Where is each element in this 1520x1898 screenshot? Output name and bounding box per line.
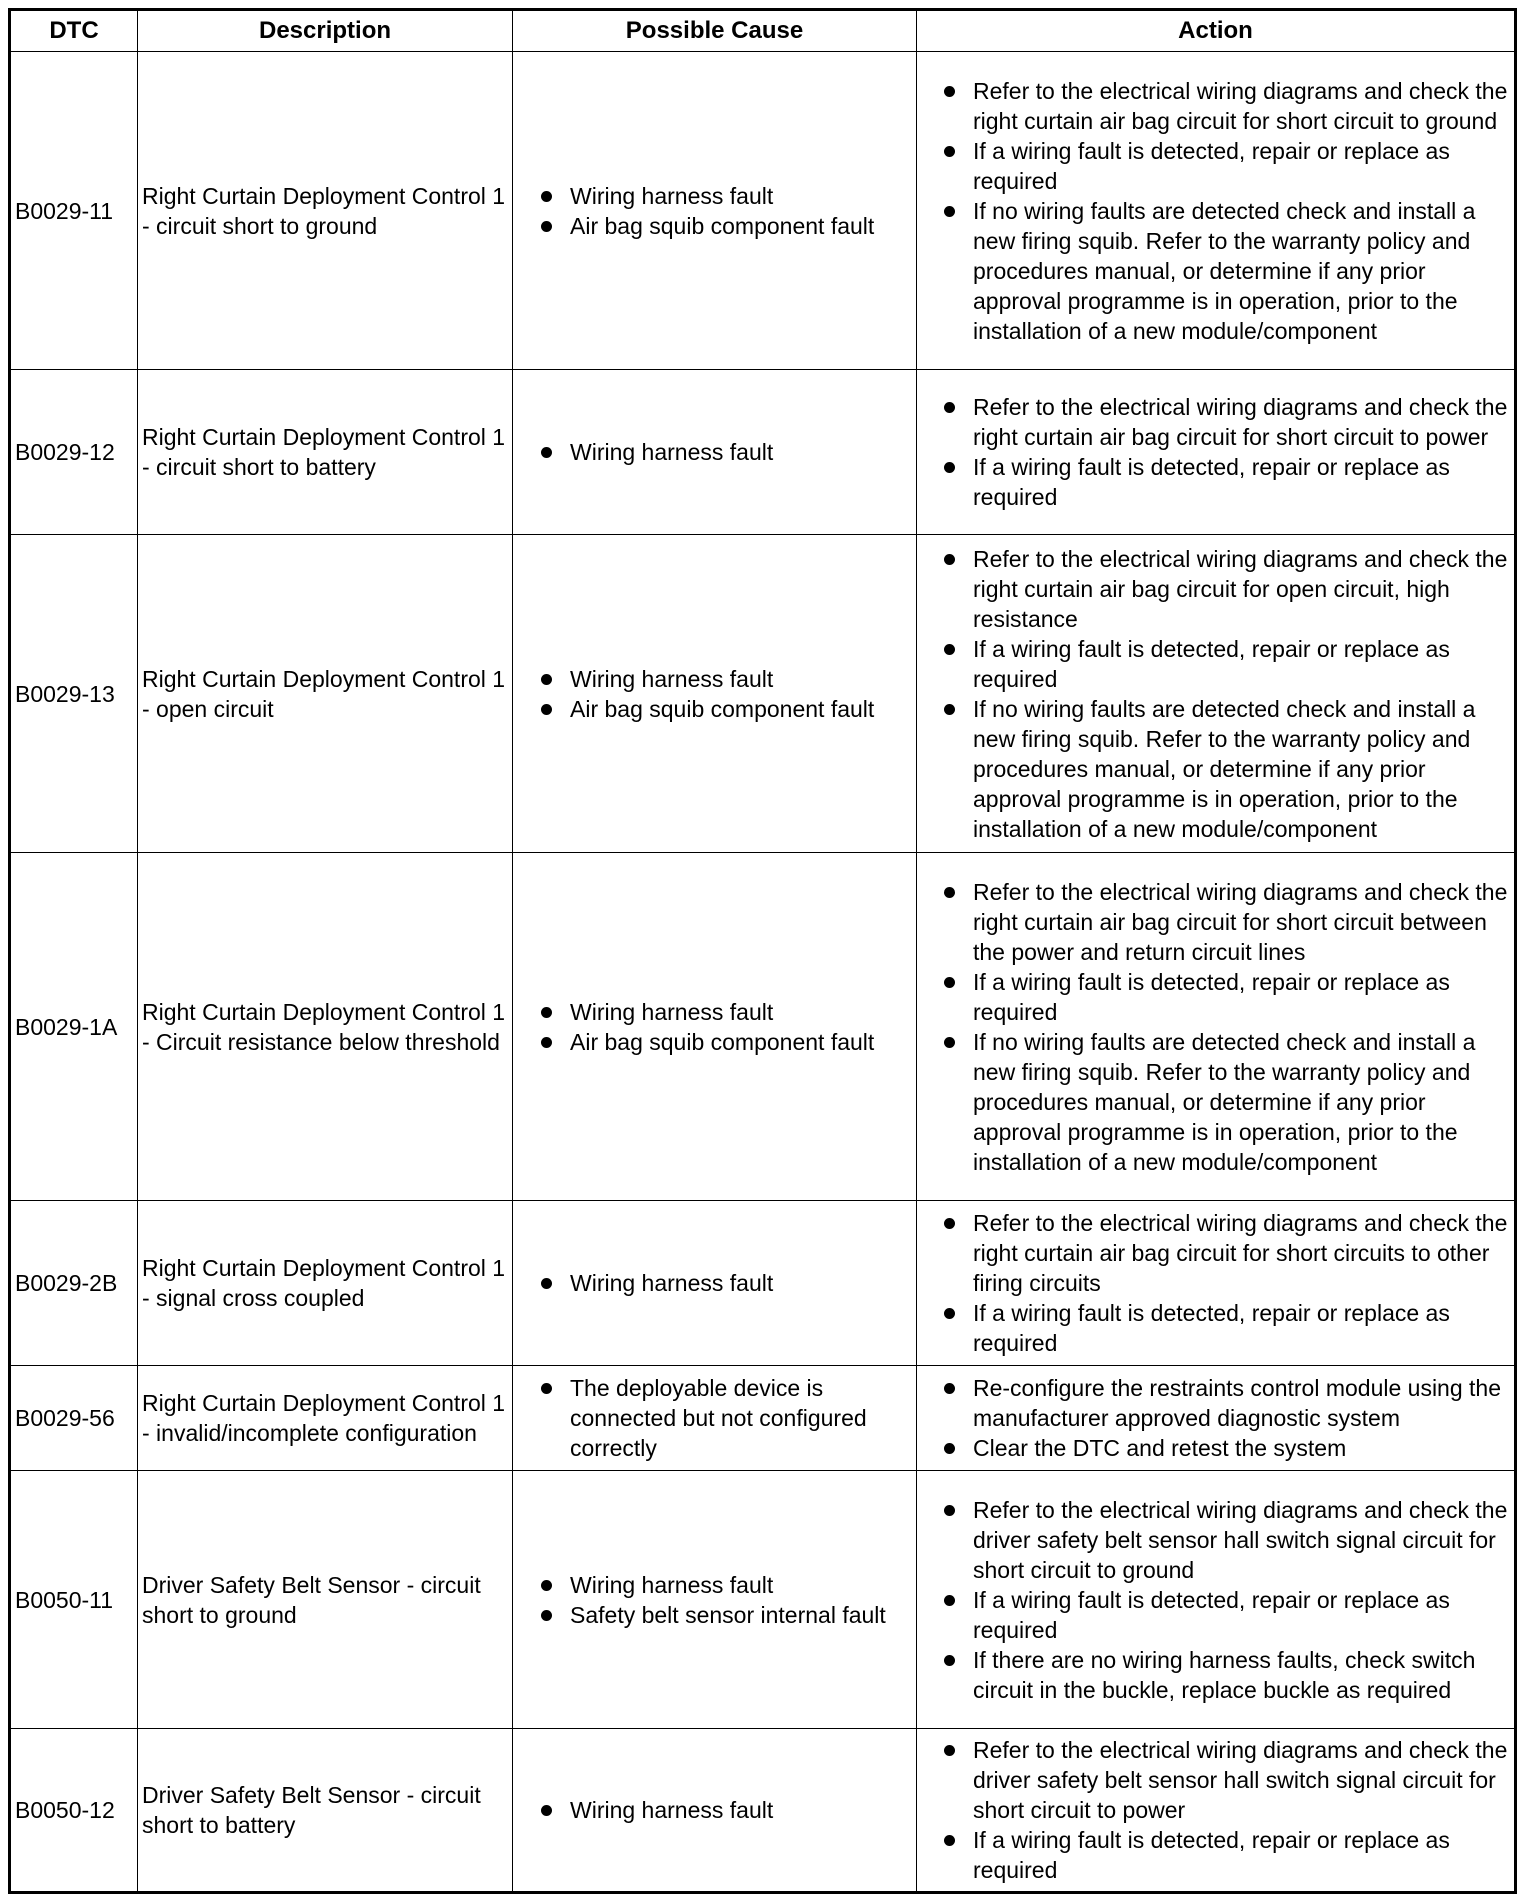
table-row [10, 1729, 1516, 1893]
action-cell [917, 853, 1516, 1201]
possible-cause-cell [513, 52, 917, 370]
action-item: Refer to the electrical wiring diagrams and check the right curtain air bag circuit for open circuit, high resistance [921, 544, 1510, 634]
header-dtc: DTC [10, 10, 138, 52]
cause-item: Wiring harness fault [517, 1268, 912, 1298]
header-description: Description [138, 10, 513, 52]
action-cell [917, 370, 1516, 535]
action-item: Re-configure the restraints control module using the manufacturer approved diagnostic system [921, 1373, 1510, 1433]
dtc-code: B0029-13 [10, 535, 138, 853]
action-item: Refer to the electrical wiring diagrams and check the driver safety belt sensor hall switch signal circuit for short circuit to power [921, 1735, 1510, 1825]
table-row [10, 370, 1516, 535]
dtc-code: B0050-11 [10, 1471, 138, 1729]
action-item: Refer to the electrical wiring diagrams and check the right curtain air bag circuit for short circuits to other firing circuits [921, 1208, 1510, 1298]
action-item: Refer to the electrical wiring diagrams and check the right curtain air bag circuit for short circuit to power [921, 392, 1510, 452]
dtc-description: Right Curtain Deployment Control 1 - invalid/incomplete configuration [138, 1366, 513, 1471]
action-item: If a wiring fault is detected, repair or replace as required [921, 1585, 1510, 1645]
cause-item: Air bag squib component fault [517, 211, 912, 241]
possible-cause-cell [513, 1729, 917, 1893]
cause-item: Wiring harness fault [517, 1795, 912, 1825]
possible-cause-cell [513, 370, 917, 535]
possible-cause-cell [513, 1366, 917, 1471]
dtc-code: B0029-11 [10, 52, 138, 370]
dtc-description: Right Curtain Deployment Control 1 - open circuit [138, 535, 513, 853]
dtc-code: B0029-56 [10, 1366, 138, 1471]
action-item: If no wiring faults are detected check and install a new firing squib. Refer to the warranty policy and procedures manual, or determine if any prior approval programme is in operation, prior to the installation of a new module/component [921, 694, 1510, 844]
dtc-table [8, 8, 1517, 1894]
possible-cause-cell [513, 1471, 917, 1729]
possible-cause-cell [513, 853, 917, 1201]
cause-item: The deployable device is connected but not configured correctly [517, 1373, 912, 1463]
action-item: Refer to the electrical wiring diagrams and check the right curtain air bag circuit for short circuit between the power and return circuit lines [921, 877, 1510, 967]
table-row [10, 52, 1516, 370]
cause-item: Wiring harness fault [517, 181, 912, 211]
cause-item: Wiring harness fault [517, 664, 912, 694]
dtc-code: B0029-1A [10, 853, 138, 1201]
action-item: If a wiring fault is detected, repair or replace as required [921, 634, 1510, 694]
dtc-code: B0050-12 [10, 1729, 138, 1893]
cause-item: Wiring harness fault [517, 437, 912, 467]
table-row [10, 535, 1516, 853]
dtc-document [8, 8, 1514, 1887]
action-item: If there are no wiring harness faults, check switch circuit in the buckle, replace buckle as required [921, 1645, 1510, 1705]
header-action: Action [917, 10, 1516, 52]
dtc-description: Driver Safety Belt Sensor - circuit short to ground [138, 1471, 513, 1729]
table-row [10, 1471, 1516, 1729]
cause-item: Wiring harness fault [517, 1570, 912, 1600]
action-cell [917, 1471, 1516, 1729]
dtc-description: Right Curtain Deployment Control 1 - circuit short to ground [138, 52, 513, 370]
table-row [10, 853, 1516, 1201]
cause-item: Air bag squib component fault [517, 694, 912, 724]
action-item: If no wiring faults are detected check and install a new firing squib. Refer to the warranty policy and procedures manual, or determine if any prior approval programme is in operation, prior to the installation of a new module/component [921, 196, 1510, 346]
possible-cause-cell [513, 535, 917, 853]
dtc-description: Right Curtain Deployment Control 1 - signal cross coupled [138, 1201, 513, 1366]
cause-item: Safety belt sensor internal fault [517, 1600, 912, 1630]
action-cell [917, 1729, 1516, 1893]
dtc-description: Driver Safety Belt Sensor - circuit short to battery [138, 1729, 513, 1893]
header-possible-cause: Possible Cause [513, 10, 917, 52]
table-header-row [10, 10, 1516, 52]
table-row [10, 1201, 1516, 1366]
action-item: Clear the DTC and retest the system [921, 1433, 1510, 1463]
dtc-code: B0029-2B [10, 1201, 138, 1366]
action-cell [917, 52, 1516, 370]
cause-item: Wiring harness fault [517, 997, 912, 1027]
action-item: Refer to the electrical wiring diagrams and check the driver safety belt sensor hall switch signal circuit for short circuit to ground [921, 1495, 1510, 1585]
possible-cause-cell [513, 1201, 917, 1366]
dtc-code: B0029-12 [10, 370, 138, 535]
action-item: Refer to the electrical wiring diagrams and check the right curtain air bag circuit for short circuit to ground [921, 76, 1510, 136]
action-item: If a wiring fault is detected, repair or replace as required [921, 452, 1510, 512]
action-cell [917, 535, 1516, 853]
action-cell [917, 1201, 1516, 1366]
action-item: If a wiring fault is detected, repair or replace as required [921, 136, 1510, 196]
action-item: If no wiring faults are detected check and install a new firing squib. Refer to the warranty policy and procedures manual, or determine if any prior approval programme is in operation, prior to the installation of a new module/component [921, 1027, 1510, 1177]
cause-item: Air bag squib component fault [517, 1027, 912, 1057]
dtc-description: Right Curtain Deployment Control 1 - Circuit resistance below threshold [138, 853, 513, 1201]
action-item: If a wiring fault is detected, repair or replace as required [921, 1825, 1510, 1885]
action-cell [917, 1366, 1516, 1471]
table-row [10, 1366, 1516, 1471]
action-item: If a wiring fault is detected, repair or replace as required [921, 967, 1510, 1027]
dtc-description: Right Curtain Deployment Control 1 - circuit short to battery [138, 370, 513, 535]
action-item: If a wiring fault is detected, repair or replace as required [921, 1298, 1510, 1358]
